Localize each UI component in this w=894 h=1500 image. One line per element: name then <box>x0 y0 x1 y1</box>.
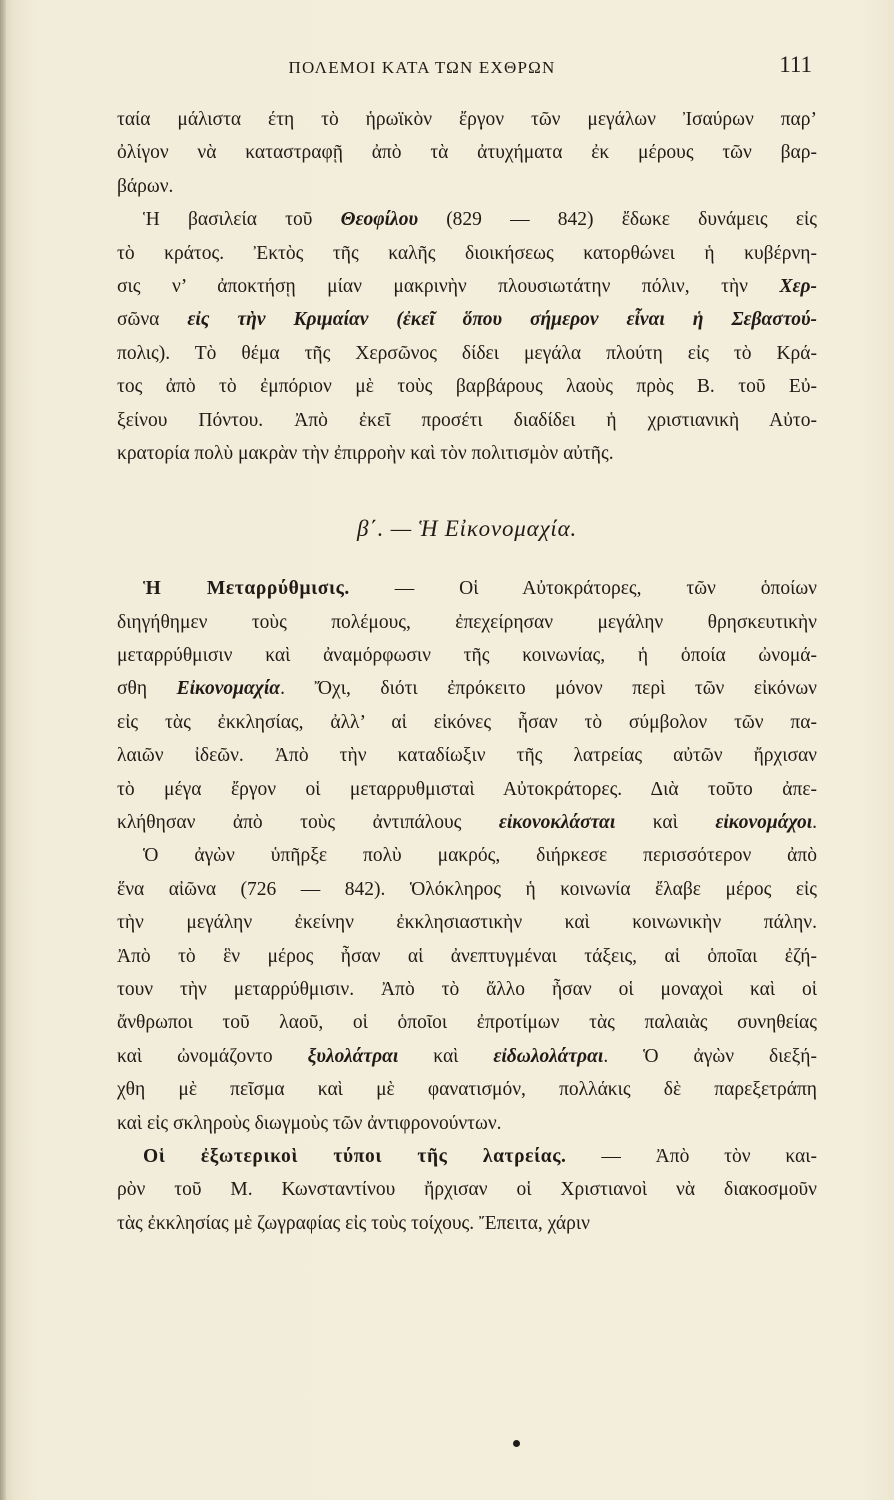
emphasized-term: Θεοφίλου <box>340 209 418 231</box>
text-line: μεταρρύθμισιν καὶ ἀναμόρφωσιν τῆς κοινωνίας, ἡ ὁποία ὠνομά- <box>117 645 817 667</box>
text-line: κρατορία πολὺ μακρὰν τὴν ἐπιρροὴν καὶ τὸν πολιτισμὸν αὐτῆς. <box>117 442 614 464</box>
section-heading: β΄. — Ἡ Εἰκονομαχία. <box>356 516 578 542</box>
text-line: τὸ κράτος. Ἐκτὸς τῆς καλῆς διοικήσεως κατορθώνει ἡ κυβέρνη- <box>117 242 817 264</box>
text-line: ρὸν τοῦ Μ. Κωνσταντίνου ἤρχισαν οἱ Χριστιανοὶ νὰ διακοσμοῦν <box>117 1179 817 1201</box>
binding-edge <box>0 0 6 1500</box>
emphasized-term: εἰδωλολάτραι <box>493 1045 604 1067</box>
text-line: βάρων. <box>117 175 174 197</box>
text-line: τος ἀπὸ τὸ ἐμπόριον μὲ τοὺς βαρβάρους λαοὺς πρὸς Β. τοῦ Εὐ- <box>117 376 817 398</box>
text-line: ἄνθρωποι τοῦ λαοῦ, οἱ ὁποῖοι ἐπροτίμων τὰς παλαιὰς συνηθείας <box>117 1012 817 1034</box>
text-line: διηγήθημεν τοὺς πολέμους, ἐπεχείρησαν μεγάλην θρησκευτικὴν <box>117 611 817 633</box>
emphasized-term: εἰκονομάχοι <box>715 812 813 834</box>
section-2-paragraphs <box>117 572 817 1240</box>
text-line: ὀλίγον νὰ καταστραφῇ ἀπὸ τὰ ἀτυχήματα ἐκ μέρους τῶν βαρ- <box>117 142 817 164</box>
emphasized-term: εἰκονοκλάσται <box>498 812 616 834</box>
text-line: καὶ εἰς σκληροὺς διωγμοὺς τῶν ἀντιφρονούντων. <box>117 1112 502 1134</box>
running-header: ΠΟΛΕΜΟΙ ΚΑΤΑ ΤΩΝ ΕΧΘΡΩΝ <box>288 58 556 77</box>
text-line: τουν τὴν μεταρρύθμισιν. Ἀπὸ τὸ ἄλλο ἦσαν οἱ μοναχοὶ καὶ οἱ <box>117 978 817 1000</box>
text-line: σῶνα εἰς τὴν Κριμαίαν (ἐκεῖ ὅπου σήμερον εἶναι ἡ Σεβαστού- <box>117 309 817 331</box>
text-line: εἰς τὰς ἐκκλησίας, ἀλλ’ αἱ εἰκόνες ἦσαν τὸ σύμβολον τῶν πα- <box>117 711 817 733</box>
text-line: τὰς ἐκκλησίας μὲ ζωγραφίας εἰς τοὺς τοίχους. Ἔπειτα, χάριν <box>117 1212 590 1234</box>
text-line: ξείνου Πόντου. Ἀπὸ ἐκεῖ προσέτι διαδίδει ἡ χριστιανικὴ Αὐτο- <box>117 409 817 431</box>
section-1-paragraphs <box>117 103 817 470</box>
body-text <box>117 103 817 1240</box>
emphasized-term: ξυλολάτραι <box>307 1045 399 1067</box>
text-line: ταία μάλιστα έτη τὸ ἡρωϊκὸν ἔργον τῶν μεγάλων Ἰσαύρων παρ’ <box>117 109 817 130</box>
text-line: σις ν’ ἀποκτήσῃ μίαν μακρινὴν πλουσιωτάτην πόλιν, τὴν Χερ- <box>117 275 817 297</box>
side-title: Οἱ ἐξωτερικοὶ τύποι τῆς λατρείας. <box>143 1145 567 1167</box>
text-line: χθη μὲ πεῖσμα καὶ μὲ φανατισμόν, πολλάκις δὲ παρεξετράπη <box>117 1079 817 1101</box>
text-line: σθη Εἰκονομαχία. Ὄχι, διότι ἐπρόκειτο μόνον περὶ τῶν εἰκόνων <box>117 678 817 700</box>
text-line: κλήθησαν ἀπὸ τοὺς ἀντιπάλους εἰκονοκλάσται καὶ εἰκονομάχοι. <box>117 812 817 834</box>
ink-dot <box>513 1440 520 1447</box>
text-line: Οἱ ἐξωτερικοὶ τύποι τῆς λατρείας. — Ἀπὸ τὸν και- <box>143 1145 817 1167</box>
text-line: τὴν μεγάλην ἐκείνην ἐκκλησιαστικὴν καὶ κοινωνικὴν πάλην. <box>117 912 817 934</box>
text-line: Ἡ βασιλεία τοῦ Θεοφίλου (829 — 842) ἔδωκε δυνάμεις εἰς <box>143 209 817 231</box>
text-line: πολις). Τὸ θέμα τῆς Χερσῶνος δίδει μεγάλα πλούτη εἰς τὸ Κρά- <box>117 342 817 364</box>
text-line: Ἀπὸ τὸ ἓν μέρος ἦσαν αἱ ἀνεπτυγμέναι τάξεις, αἱ ὁποῖαι ἐζή- <box>117 945 817 967</box>
text-line: Ὁ ἀγὼν ὑπῆρξε πολὺ μακρός, διήρκεσε περισσότερον ἀπὸ <box>143 845 817 867</box>
emphasized-term: Χερ- <box>779 275 817 297</box>
emphasized-term: εἰς τὴν Κριμαίαν (ἐκεῖ ὅπου σήμερον εἶναι ἡ Σεβαστού- <box>159 309 817 331</box>
page-number: 111 <box>779 52 812 77</box>
text-line: τὸ μέγα ἔργον οἱ μεταρρυθμισταὶ Αὐτοκράτορες. Διὰ τοῦτο ἀπε- <box>117 778 817 800</box>
side-title: Ἡ Μεταρρύθμισις. <box>143 578 350 600</box>
text-line: καὶ ὠνομάζοντο ξυλολάτραι καὶ εἰδωλολάτραι. Ὁ ἀγὼν διεξή- <box>117 1045 817 1067</box>
emphasized-term: Εἰκονομαχία <box>176 678 281 700</box>
text-line: ἕνα αἰῶνα (726 — 842). Ὁλόκληρος ἡ κοινωνία ἔλαβε μέρος εἰς <box>117 878 817 900</box>
text-line: λαιῶν ἰδεῶν. Ἀπὸ τὴν καταδίωξιν τῆς λατρείας αὐτῶν ἤρχισαν <box>117 745 817 767</box>
text-line: Ἡ Μεταρρύθμισις. — Οἱ Αὐτοκράτορες, τῶν ὁποίων <box>143 578 817 600</box>
